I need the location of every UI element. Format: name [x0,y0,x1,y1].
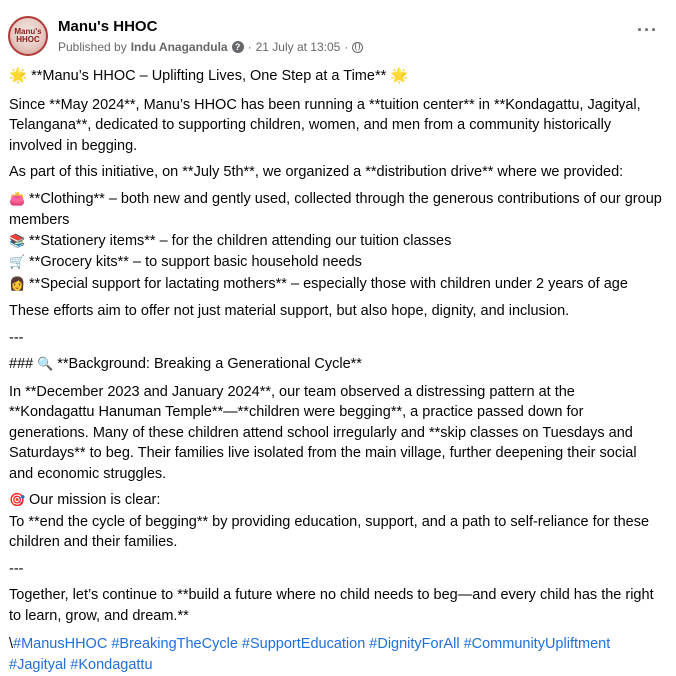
avatar[interactable] [8,16,48,56]
meta-separator: · [247,40,252,54]
hashtag-link[interactable]: #ManusHHOC [13,636,108,652]
post-together: Together, let’s continue to **build a future where no child needs to beg—and every child has the right to learn, grow, and dream.** [9,587,654,624]
post-efforts: These efforts aim to offer not just material support, but also hope, dignity, and inclusion. [9,303,570,319]
list-item [9,189,662,231]
post-title-line: 🌟 **Manu’s HHOC – Uplifting Lives, One Step at a Time** 🌟 [9,68,409,84]
mission-heading-text: Our mission is clear: [29,492,161,508]
author-link[interactable]: Indu Anagandula [130,40,228,54]
post-background: In **December 2023 and January 2024**, our team observed a distressing pattern at the **Kondagattu Hanuman Temple**—**children were begging**, a practice passed down for generations. Many of these children attend school irregularly and **skip classes on Tuesdays and Saturdays** to beg. Their families live isolated from the main village, further deepening their social and economic struggles. [9,383,637,482]
books-icon: 📚 [9,233,26,249]
list-item [9,231,662,253]
hashtag-list [9,634,662,675]
hashtag-link[interactable]: #DignityForAll [369,636,460,652]
hashtag-link[interactable]: #Jagityal [9,656,67,673]
hashtag-prefix: \ [9,636,14,652]
hashtag-link[interactable]: #BreakingTheCycle [111,636,238,652]
divider-line: --- [9,329,24,346]
list-item [9,274,662,296]
purse-icon: 👛 [9,191,26,207]
avatar-logo-text: Manu's HHOC [14,27,42,44]
question-icon[interactable]: ? [232,41,244,53]
hashtag-link[interactable]: #CommunityUpliftment [463,636,611,652]
post-initiative: As part of this initiative, on **July 5th**, we organized a **distribution drive** where we provided: [9,164,624,180]
list-item [9,252,662,274]
cart-icon: 🛒 [9,255,26,270]
meta-separator-2: · [344,40,349,54]
list-item-text: **Clothing** – both new and gently used, collected through the generous contributions of our group members [9,190,662,228]
published-by-label: Published by [58,40,127,54]
post-date-link[interactable]: 21 July at 13:05 [255,40,341,54]
more-options-button[interactable]: ··· [637,20,658,40]
background-heading [9,354,662,376]
heading-prefix: ### [9,356,34,372]
distribution-list [9,189,662,296]
heading-text: **Background: Breaking a Generational Cycle** [57,356,362,372]
hashtag-link[interactable]: #Kondagattu [70,656,153,673]
list-item-text: **Stationery items** – for the children attending our tuition classes [29,232,452,249]
post-intro: Since **May 2024**, Manu’s HHOC has been running a **tuition center** in **Kondagattu, Jagityal, Telangana**, dedicated to supporting children, women, and men from a community historically involved in begging. [9,96,641,154]
hashtag-link[interactable]: #SupportEducation [241,636,366,652]
list-item-text: **Grocery kits** – to support basic household needs [29,254,362,270]
list-item-text: **Special support for lactating mothers** – especially those with children under 2 years of age [29,275,628,292]
mission-text: To **end the cycle of begging** by providing education, support, and a path to self-reliance for these children and their families. [9,513,650,550]
globe-icon[interactable] [352,42,363,53]
mission-heading [9,490,662,512]
post-meta [58,40,363,54]
page-name-link[interactable]: Manu's HHOC [58,18,158,35]
divider-line-2: --- [9,560,24,577]
post-header [8,14,666,62]
mother-icon: 👩 [9,276,26,292]
target-icon: 🎯 [9,493,26,508]
post-body [9,66,662,675]
magnifier-icon: 🔍 [37,357,54,372]
